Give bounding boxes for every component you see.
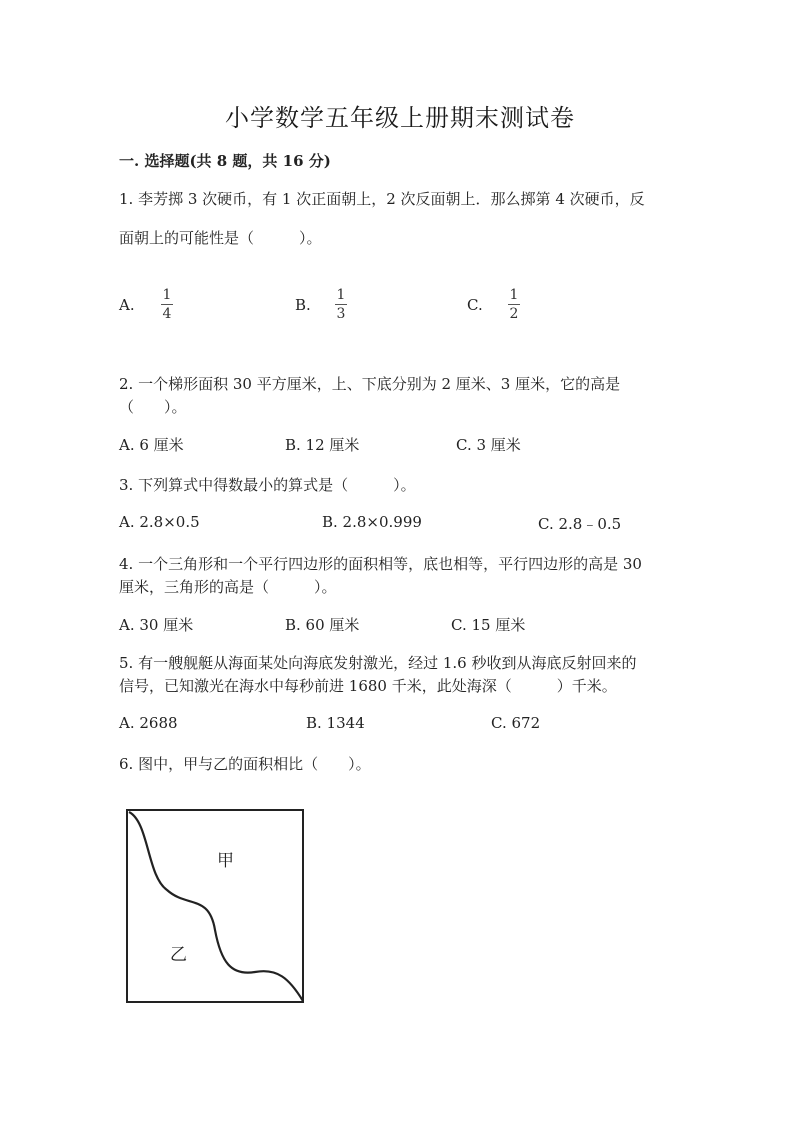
q4-option-a[interactable]: A. 30 厘米	[119, 616, 194, 634]
region-yi-label: 乙	[170, 945, 187, 965]
fraction-bar	[508, 304, 520, 305]
q1-text-line1: 1. 李芳掷 3 次硬币，有 1 次正面朝上，2 次反面朝上．那么掷第 4 次硬币，反	[119, 190, 645, 208]
q4-option-c[interactable]: C. 15 厘米	[451, 616, 526, 634]
fraction-denominator: 4	[162, 306, 172, 322]
q1-option-c-fraction[interactable]	[506, 287, 522, 322]
fraction-bar	[161, 304, 173, 305]
q3-option-b[interactable]: B. 2.8×0.999	[322, 513, 422, 531]
q1-option-a-fraction[interactable]	[159, 287, 175, 322]
q4-option-b[interactable]: B. 60 厘米	[285, 616, 360, 634]
q1-option-a-letter[interactable]: A.	[119, 296, 135, 314]
section-heading: 一. 选择题(共 8 题，共 16 分)	[119, 152, 331, 170]
q1-option-b-letter[interactable]: B.	[295, 296, 311, 314]
q1-option-b-fraction[interactable]	[333, 287, 349, 322]
q6-figure	[125, 808, 307, 1008]
fraction-bar	[335, 304, 347, 305]
square-figure-svg	[125, 808, 307, 1004]
q2-option-c[interactable]: C. 3 厘米	[456, 436, 521, 454]
q3-text-line1: 3. 下列算式中得数最小的算式是（ ）。	[119, 476, 416, 494]
q4-text-line2: 厘米，三角形的高是（ ）。	[119, 578, 337, 596]
fraction-numerator: 1	[336, 287, 346, 303]
fraction-denominator: 3	[336, 306, 346, 322]
fraction-numerator: 1	[509, 287, 519, 303]
q5-option-b[interactable]: B. 1344	[306, 714, 365, 732]
q5-option-a[interactable]: A. 2688	[119, 714, 178, 732]
q4-text-line1: 4. 一个三角形和一个平行四边形的面积相等，底也相等，平行四边形的高是 30	[119, 555, 642, 573]
region-jia-label: 甲	[217, 851, 234, 871]
q2-option-a[interactable]: A. 6 厘米	[119, 436, 184, 454]
dividing-curve	[129, 812, 303, 1001]
q6-text-line1: 6. 图中，甲与乙的面积相比（ ）。	[119, 755, 371, 773]
fraction-numerator: 1	[162, 287, 172, 303]
q5-option-c[interactable]: C. 672	[491, 714, 541, 732]
q5-text-line2: 信号，已知激光在海水中每秒前进 1680 千米，此处海深（ ）千米。	[119, 677, 617, 695]
page-title: 小学数学五年级上册期末测试卷	[225, 104, 575, 132]
q2-text-line1: 2. 一个梯形面积 30 平方厘米，上、下底分别为 2 厘米、3 厘米，它的高是	[119, 375, 621, 393]
q2-option-b[interactable]: B. 12 厘米	[285, 436, 360, 454]
fraction-denominator: 2	[509, 306, 519, 322]
q5-text-line1: 5. 有一艘舰艇从海面某处向海底发射激光，经过 1.6 秒收到从海底反射回来的	[119, 654, 637, 672]
q2-text-line2: （ ）。	[119, 398, 187, 416]
q3-option-c[interactable]: C. 2.8﹣0.5	[538, 515, 622, 533]
q3-option-a[interactable]: A. 2.8×0.5	[119, 513, 200, 531]
q1-text-line2: 面朝上的可能性是（ ）。	[119, 229, 322, 247]
q1-option-c-letter[interactable]: C.	[467, 296, 483, 314]
